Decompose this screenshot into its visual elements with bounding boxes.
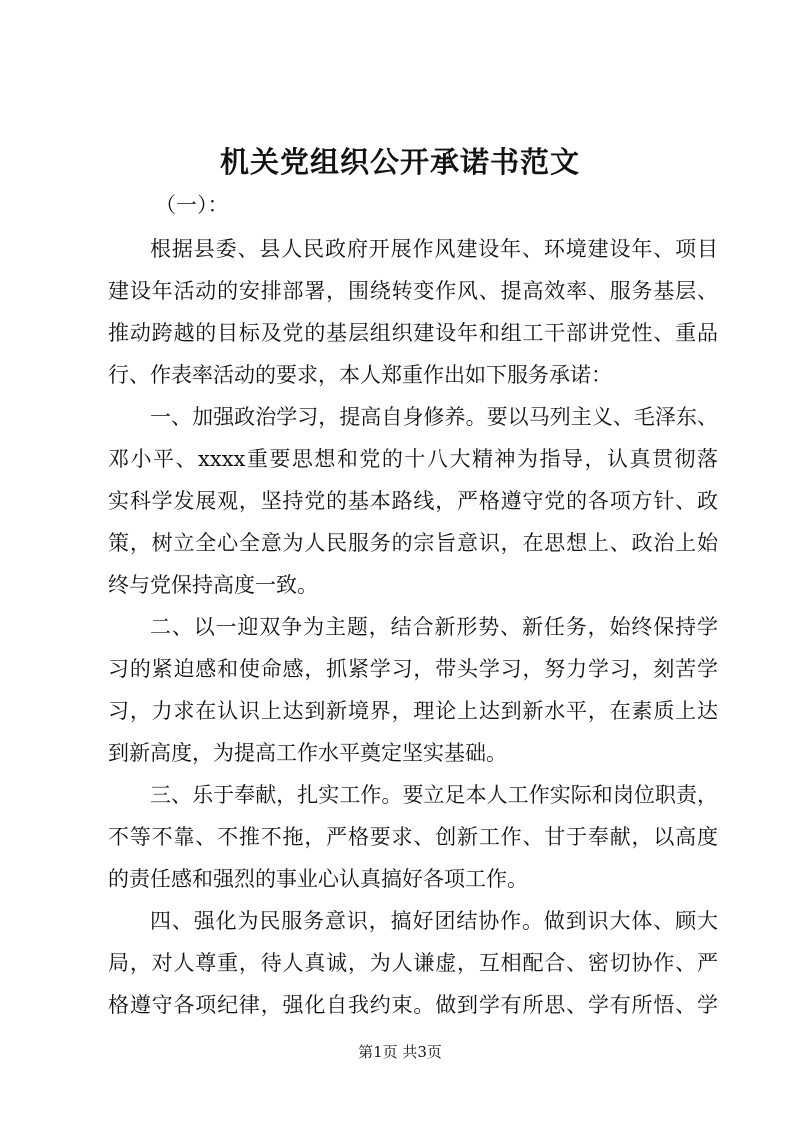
text-line: 到新高度，为提高工作水平奠定坚实基础。 [108, 741, 507, 765]
text-line: 的责任感和强烈的事业心认真搞好各项工作。 [108, 867, 528, 891]
text-line: 实科学发展观，坚持党的基本路线，严格遵守党的各项方针、政 [108, 489, 718, 513]
text-line: 四、强化为民服务意识，搞好团结协作。做到识大体、顾大 [150, 909, 718, 933]
text-line: 建设年活动的安排部署，围绕转变作风、提高效率、服务基层、 [108, 279, 718, 303]
document-title: 机关党组织公开承诺书范文 [219, 145, 580, 179]
text-line: 行、作表率活动的要求，本人郑重作出如下服务承诺： [108, 363, 612, 387]
text-line: 三、乐于奉献，扎实工作。要立足本人工作实际和岗位职责， [150, 783, 718, 807]
text-line: 二、以一迎双争为主题，结合新形势、新任务，始终保持学 [150, 615, 718, 639]
text-line: 局，对人尊重，待人真诚，为人谦虚，互相配合、密切协作、严 [108, 951, 718, 975]
section-label: （一）： [155, 193, 229, 217]
text-line: 习的紧迫感和使命感，抓紧学习，带头学习，努力学习，刻苦学 [108, 657, 718, 681]
text-line: 策，树立全心全意为人民服务的宗旨意识，在思想上、政治上始 [108, 531, 718, 555]
text-line: 习，力求在认识上达到新境界，理论上达到新水平，在素质上达 [108, 699, 718, 723]
page-footer: 第1页 共3页 [358, 1043, 442, 1061]
text-line: 邓小平、xxxx重要思想和党的十八大精神为指导，认真贯彻落 [108, 447, 718, 471]
text-line: 一、加强政治学习，提高自身修养。要以马列主义、毛泽东、 [150, 405, 718, 429]
text-line: 不等不靠、不推不拖，严格要求、创新工作、甘于奉献，以高度 [108, 825, 718, 849]
text-line: 格遵守各项纪律，强化自我约束。做到学有所思、学有所悟、学 [108, 993, 718, 1017]
text-line: 终与党保持高度一致。 [108, 573, 318, 597]
text-line: 根据县委、县人民政府开展作风建设年、环境建设年、项目 [150, 237, 718, 261]
text-line: 推动跨越的目标及党的基层组织建设年和组工干部讲党性、重品 [108, 321, 718, 345]
